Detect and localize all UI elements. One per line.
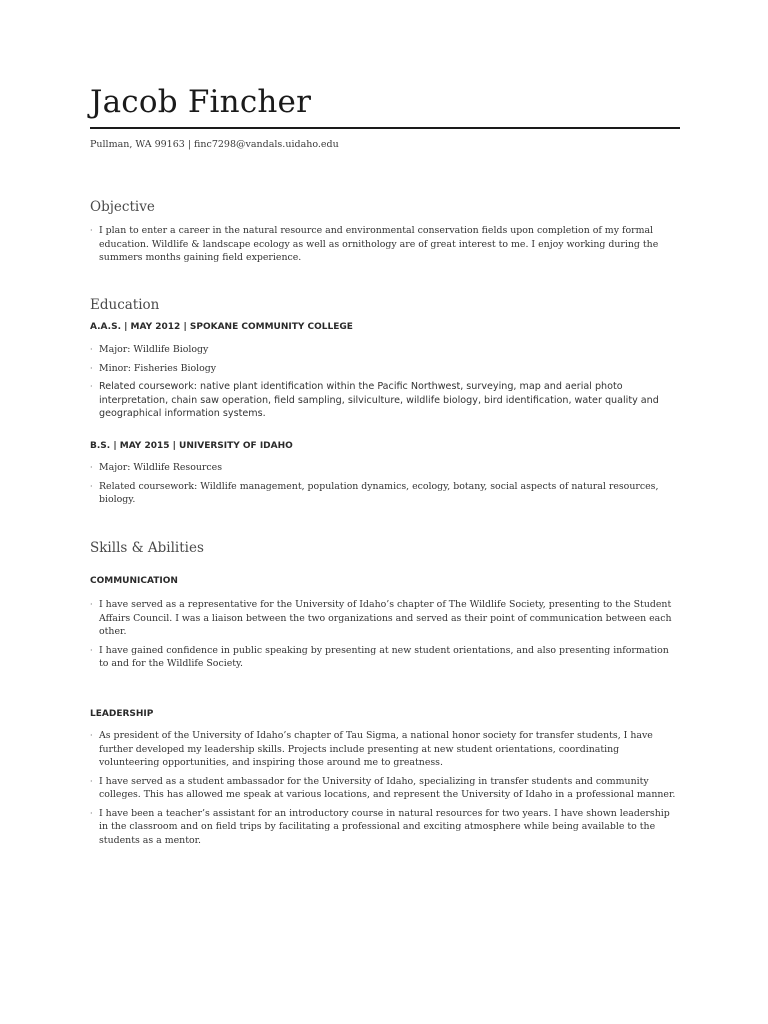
- education-entry-list: [90, 343, 680, 426]
- bullet-icon: ·: [90, 776, 93, 786]
- skills-group-list: [90, 729, 680, 852]
- list-item: · As president of the University of Idaho’s chapter of Tau Sigma, a national honor society for transfer students, I have further developed my leadership skills. Projects include presenting at new student orientations, coordinating volunteering opportunities, and inspiring those around me to greatness.: [90, 730, 653, 768]
- list-item: · Related coursework: Wildlife management, population dynamics, ecology, botany, social aspects of natural resources, biology.: [90, 480, 659, 505]
- bullet-icon: ·: [90, 463, 93, 472]
- bullet-icon: ·: [90, 645, 93, 655]
- bullet-icon: ·: [90, 382, 93, 391]
- skills-group-list: [90, 598, 680, 676]
- list-item: · I have been a teacher’s assistant for an introductory course in natural resources for two years. I have shown leadership in the classroom and on field trips by facilitating a professional and exciting atmosphere while being available to the students as a mentor.: [90, 807, 670, 846]
- bullet-icon: ·: [90, 363, 93, 373]
- list-item: · Minor: Fisheries Biology: [90, 362, 217, 374]
- skills-group-heading: COMMUNICATION: [90, 576, 178, 586]
- header-rule: [90, 127, 680, 129]
- list-item: · I have served as a representative for the University of Idaho’s chapter of The Wildlife Society, presenting to the Student Affairs Council. I was a liaison between the two organizations and served as their point of communication between each other.: [90, 599, 672, 637]
- list-item: · Major: Wildlife Biology: [90, 344, 209, 355]
- bullet-icon: ·: [90, 600, 93, 609]
- education-entry-heading: B.S. | MAY 2015 | UNIVERSITY OF IDAHO: [90, 441, 293, 451]
- education-entry-heading: A.A.S. | MAY 2012 | SPOKANE COMMUNITY COLLEGE: [90, 322, 353, 332]
- education-entry-list: [90, 461, 680, 512]
- objective-list: [90, 224, 680, 270]
- list-item: · Major: Wildlife Resources: [90, 462, 223, 473]
- list-item: · I have served as a student ambassador for the University of Idaho, specializing in transfer students and community colleges. This has allowed me speak at various locations, and represent the University of Idaho in a professional manner.: [90, 775, 676, 800]
- skills-heading: Skills & Abilities: [90, 540, 204, 556]
- bullet-icon: ·: [90, 481, 93, 491]
- objective-text: · I plan to enter a career in the natural resource and environmental conservation fields upon completion of my formal education. Wildlife & landscape ecology as well as ornithology are of great interest to me. I enjoy working during the summers months gaining field experience.: [90, 225, 659, 263]
- contact-line: Pullman, WA 99163 | finc7298@vandals.uidaho.edu: [90, 139, 339, 150]
- bullet-icon: ·: [90, 808, 93, 818]
- skills-group-heading: LEADERSHIP: [90, 709, 154, 719]
- education-heading: Education: [90, 297, 160, 313]
- candidate-name: Jacob Fincher: [90, 84, 312, 120]
- bullet-icon: ·: [90, 345, 93, 354]
- bullet-icon: ·: [90, 226, 93, 235]
- list-item: · Related coursework: native plant identification within the Pacific Northwest, surveying, map and aerial photo interpretation, chain saw operation, field sampling, silviculture, wildlife biology, bird identification, water quality and geographical information systems.: [90, 381, 659, 419]
- objective-heading: Objective: [90, 199, 155, 215]
- list-item: · I have gained confidence in public speaking by presenting at new student orientations, and also presenting information to and for the Wildlife Society.: [90, 644, 669, 669]
- bullet-icon: ·: [90, 731, 93, 740]
